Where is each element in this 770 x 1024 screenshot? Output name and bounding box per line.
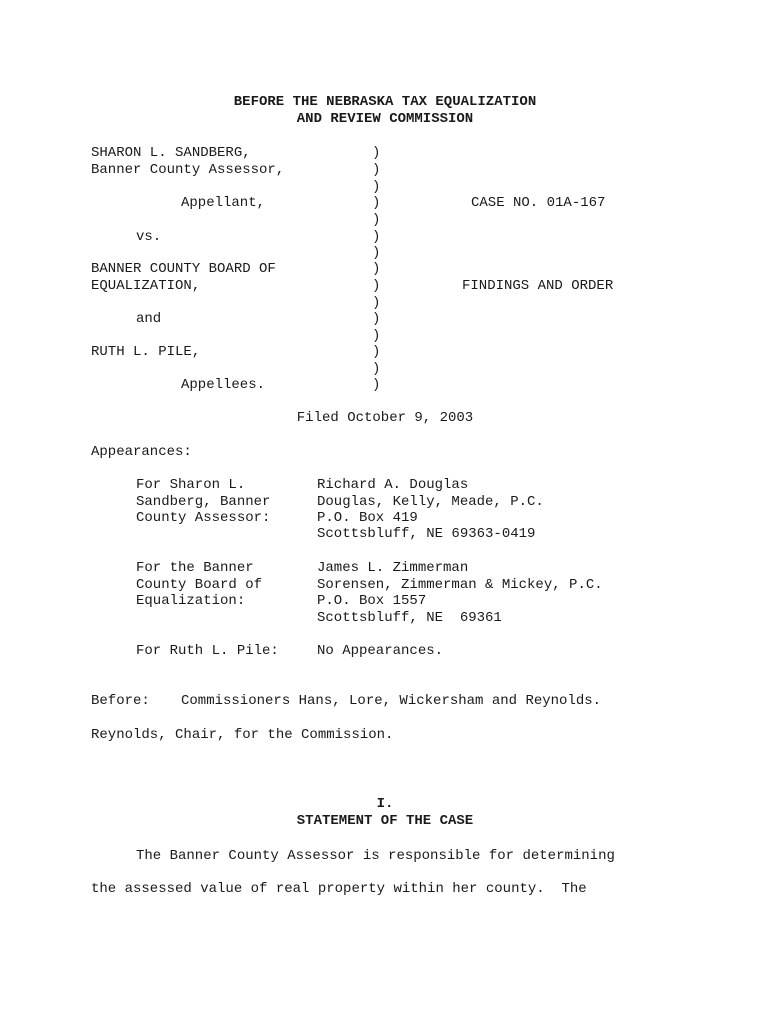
party-2-label: Equalization:: [136, 593, 246, 609]
before-label: Before:: [91, 693, 150, 709]
party-1-counsel: Richard A. Douglas: [317, 477, 469, 493]
caption-paren: ): [372, 245, 381, 261]
before-text: Commissioners Hans, Lore, Wickersham and Reynolds.: [181, 693, 602, 709]
filed-date: Filed October 9, 2003: [296, 410, 474, 426]
party-2-counsel: Scottsbluff, NE 69361: [317, 610, 502, 626]
caption-paren: ): [372, 195, 381, 211]
appearances-heading: Appearances:: [91, 444, 192, 460]
caption-paren: ): [372, 295, 381, 311]
caption-paren: ): [372, 328, 381, 344]
chair-line: Reynolds, Chair, for the Commission.: [91, 727, 394, 743]
section-number: I.: [376, 796, 394, 812]
caption-paren: ): [372, 212, 381, 228]
caption-paren: ): [372, 278, 381, 294]
party-1-counsel: P.O. Box 419: [317, 510, 418, 526]
party-3-label: For Ruth L. Pile:: [136, 643, 279, 659]
caption-paren: ): [372, 145, 381, 161]
party-2-counsel: Sorensen, Zimmerman & Mickey, P.C.: [317, 577, 603, 593]
paragraph-line-1: The Banner County Assessor is responsible for determining: [136, 848, 615, 864]
section-title: STATEMENT OF THE CASE: [296, 813, 474, 829]
caption-paren: ): [372, 229, 381, 245]
appellee-1-line-2: EQUALIZATION,: [91, 278, 201, 294]
caption-paren: ): [372, 377, 381, 393]
appellant-title: Banner County Assessor,: [91, 162, 285, 178]
party-1-counsel: Douglas, Kelly, Meade, P.C.: [317, 494, 544, 510]
caption-paren: ): [372, 179, 381, 195]
caption-paren: ): [372, 162, 381, 178]
party-2-counsel: P.O. Box 1557: [317, 593, 427, 609]
party-3-counsel: No Appearances.: [317, 643, 444, 659]
party-1-label: For Sharon L.: [136, 477, 246, 493]
appellee-1-line-1: BANNER COUNTY BOARD OF: [91, 261, 276, 277]
caption-paren: ): [372, 261, 381, 277]
paragraph-line-2: the assessed value of real property within her county. The: [91, 881, 587, 897]
case-number: CASE NO. 01A-167: [471, 195, 606, 211]
party-1-label: Sandberg, Banner: [136, 494, 271, 510]
appellant-name: SHARON L. SANDBERG,: [91, 145, 251, 161]
caption-paren: ): [372, 361, 381, 377]
header-line-1: BEFORE THE NEBRASKA TAX EQUALIZATION: [233, 94, 537, 110]
party-1-counsel: Scottsbluff, NE 69363-0419: [317, 526, 536, 542]
party-1-label: County Assessor:: [136, 510, 271, 526]
conjunction: and: [136, 311, 162, 327]
header-line-2: AND REVIEW COMMISSION: [296, 111, 474, 127]
party-2-label: For the Banner: [136, 560, 254, 576]
appellee-2-name: RUTH L. PILE,: [91, 344, 201, 360]
party-2-counsel: James L. Zimmerman: [317, 560, 469, 576]
caption-paren: ): [372, 344, 381, 360]
party-2-label: County Board of: [136, 577, 263, 593]
caption-paren: ): [372, 311, 381, 327]
versus: vs.: [136, 229, 162, 245]
document-type: FINDINGS AND ORDER: [462, 278, 614, 294]
appellant-role: Appellant,: [181, 195, 266, 211]
appellee-role: Appellees.: [181, 377, 266, 393]
